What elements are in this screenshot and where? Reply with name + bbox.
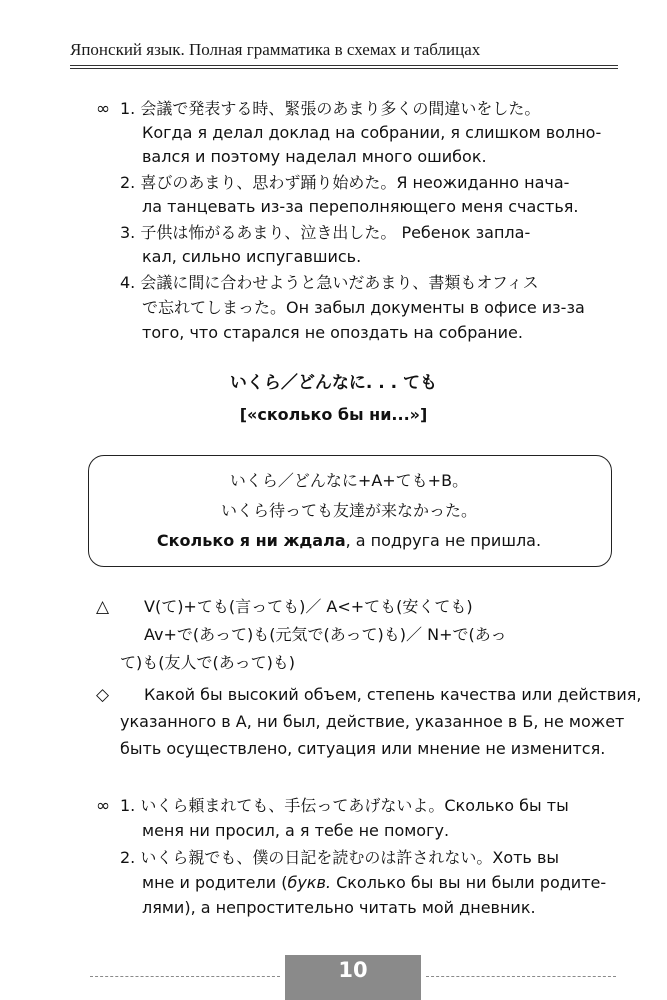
example-line: вался и поэтому наделал много ошибок. bbox=[142, 147, 487, 166]
pattern-example-jp: いくら待っても友達が来なかった。 bbox=[220, 501, 477, 520]
meaning-line: Какой бы высокий объем, степень качества или действия, bbox=[144, 685, 642, 704]
example-line: лями), а непростительно читать мой дневник. bbox=[142, 898, 536, 917]
example-line: 3. 子供は怖がるあまり、泣き出した。 Ребенок запла- bbox=[120, 223, 531, 242]
example-line: мне и родители (букв. Сколько бы вы ни были родите- bbox=[142, 873, 607, 892]
header-rule bbox=[70, 65, 618, 69]
example-line: кал, сильно испугавшись. bbox=[142, 247, 362, 266]
example-line: ла танцевать из-за переполняющего меня счастья. bbox=[142, 197, 579, 216]
example-line: 1. いくら頼まれても、手伝ってあげないよ。Сколько бы ты bbox=[120, 796, 569, 815]
footer-dash-left bbox=[90, 976, 280, 977]
form-line: Av+で(あって)も(元気で(あって)も)／ N+で(あっ bbox=[144, 625, 507, 644]
form-line: V(て)+ても(言っても)／ A<+ても(安くても) bbox=[144, 597, 473, 616]
abbreviation-italic: букв. bbox=[287, 873, 331, 892]
example-line: Когда я делал доклад на собрании, я слишком волно- bbox=[142, 123, 602, 142]
page-number: 10 bbox=[338, 958, 368, 982]
example-line: 2. いくら親でも、僕の日記を読むのは許されない。Хоть вы bbox=[120, 848, 560, 867]
pattern-example-ru-bold: Сколько я ни ждала bbox=[156, 531, 346, 550]
examples-marker-icon: ∞ bbox=[96, 99, 111, 119]
examples-marker-icon: ∞ bbox=[96, 796, 111, 816]
example-line: 1. 会議で発表する時、緊張のあまり多くの間違いをした。 bbox=[120, 99, 541, 118]
pattern-example-ru bbox=[88, 530, 610, 552]
pattern-example-ru-rest: , а подруга не пришла. bbox=[345, 531, 542, 550]
grammar-title: いくら／どんなに. . . ても bbox=[229, 373, 438, 393]
footer-dash-right bbox=[426, 976, 616, 977]
example-line: того, что старался не опоздать на собрание. bbox=[142, 323, 523, 342]
triangle-icon: △ bbox=[96, 597, 110, 617]
example-line: 4. 会議に間に合わせようと急いだあまり、書類もオフィス bbox=[120, 273, 539, 292]
example-line: 2. 喜びのあまり、思わず踊り始めた。Я неожиданно нача- bbox=[120, 173, 570, 192]
form-line: て)も(友人で(あって)も) bbox=[120, 653, 296, 672]
running-header: Японский язык. Полная грамматика в схемах и таблицах bbox=[70, 40, 481, 59]
example-line: で忘れてしまった。Он забыл документы в офисе из-за bbox=[142, 298, 585, 317]
meaning-line: быть осуществлено, ситуация или мнение не изменится. bbox=[120, 739, 606, 758]
diamond-icon: ◇ bbox=[96, 685, 110, 705]
meaning-line: указанного в А, ни был, действие, указанное в Б, не может bbox=[120, 712, 625, 731]
grammar-subtitle: [«сколько бы ни...»] bbox=[239, 405, 428, 424]
example-line: меня ни просил, а я тебе не помогу. bbox=[142, 821, 450, 840]
pattern-formula: いくら／どんなに+A+ても+B。 bbox=[229, 471, 469, 490]
